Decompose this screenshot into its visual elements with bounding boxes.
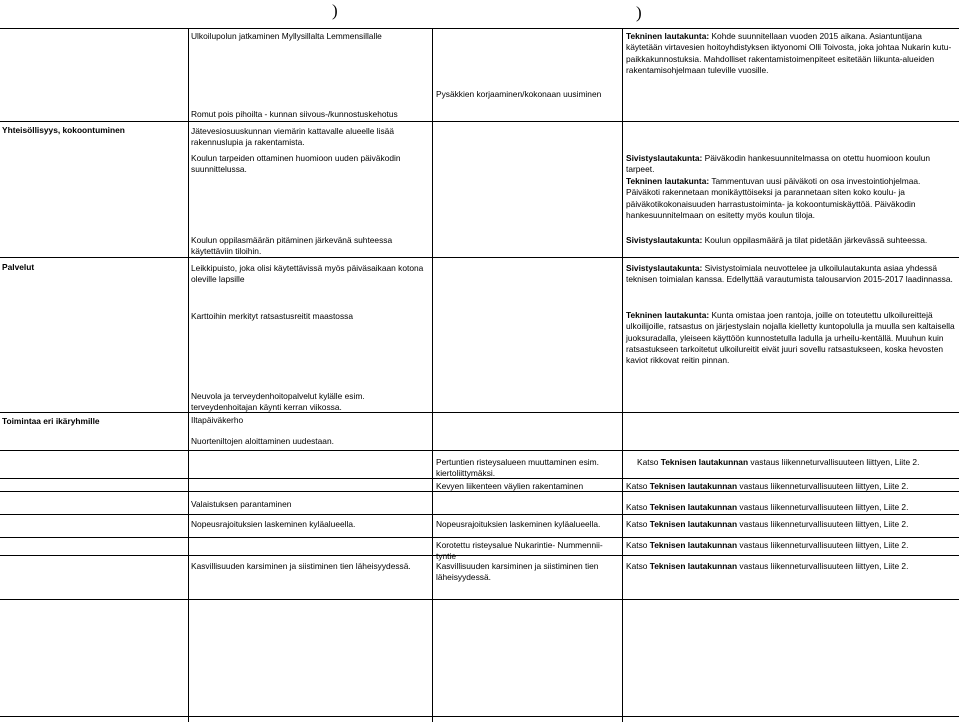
grid-line: [0, 450, 959, 451]
response-body: Päiväkodin hankesuunnitelmassa on otettu huomioon koulun tarpeet.: [626, 153, 931, 175]
grid-line: [0, 412, 959, 413]
proposal-text: Leikkipuisto, joka olisi käytettävissä myös päiväsaikaan kotona oleville lapsille: [191, 263, 424, 285]
committee-name: Tekninen lautakunta:: [626, 310, 710, 320]
measure-text: Kevyen liikenteen väylien rakentaminen: [436, 481, 584, 491]
response-reference: Katso Teknisen lautakunnan vastaus liikenneturvallisuuteen liittyen, Liite 2.: [626, 540, 909, 550]
committee-name: Tekninen lautakunta:: [626, 176, 710, 186]
measure-text: Kasvillisuuden karsiminen ja siistiminen tien läheisyydessä.: [436, 561, 599, 583]
proposal-text: Karttoihin merkityt ratsastusreitit maastossa: [191, 311, 353, 321]
response-body: Sivistystoimiala neuvottelee ja ulkoilulautakunta asiaa yhdessä teknisen toimialan kanssa. Edellyttää varautumista talousarvion 2015-2017 laadinnassa.: [626, 263, 953, 285]
response-text: [626, 310, 956, 366]
measure-text: Pysäkkien korjaaminen/kokonaan uusiminen: [436, 89, 602, 99]
proposal-text: Jätevesiosuuskunnan viemärin kattavalle alueelle lisää rakennuslupia ja rakentamista.: [191, 126, 394, 148]
response-reference: Katso Teknisen lautakunnan vastaus liikenneturvallisuuteen liittyen, Liite 2.: [626, 561, 909, 571]
grid-line: [188, 28, 189, 722]
response-body: Kunta omistaa joen rantoja, joille on toteutettu ulkoilureittejä ulkoilijoille, ratsastus on järjestyslain nojalla kielletty kuntopolulla ja muulla sen kaltaisella juoksuradalla, yleiseen käyttöön kunnostetulla ladulla ja urheilu-kentällä. Muuhun kuin ratsastukseen tarkoitetut ulkoilureitit eivät juuri sovellu ratsastukseen, koska hevosten kaviot rikkovat reitin pinnan.: [626, 310, 955, 366]
top-paren-right: ): [636, 3, 642, 22]
grid-line: [0, 716, 959, 717]
grid-line: [0, 514, 959, 515]
grid-line: [622, 28, 623, 722]
measure-text: Korotettu risteysalue Nukarintie- Nummennii-tyntie: [436, 540, 603, 562]
measure-text: Nopeusrajoituksien laskeminen kyläalueella.: [436, 519, 601, 529]
response-body: Koulun oppilasmäärä ja tilat pidetään järkevässä suhteessa.: [702, 235, 928, 245]
response-reference: Katso Teknisen lautakunnan vastaus liikenneturvallisuuteen liittyen, Liite 2.: [626, 502, 909, 512]
response-body: Kohde suunnitellaan vuoden 2015 aikana. Asiantuntijana käytetään virtavesien hoitoyhdistyksen iktyonomi Olli Toivosta, joka johtaa Nukarin kutu-paikkakunnostuksia. Mahdolliset rakentamistoimenpiteet esitetään liikunta-alueiden rakentamisohjelmaan tuleville vuosille.: [626, 31, 952, 75]
category-label-community: Yhteisöllisyys, kokoontuminen: [2, 125, 125, 135]
grid-line: [0, 599, 959, 600]
response-reference: Katso Teknisen lautakunnan vastaus liikenneturvallisuuteen liittyen, Liite 2.: [637, 457, 920, 467]
committee-name: Sivistyslautakunta:: [626, 235, 703, 245]
grid-line: [0, 28, 959, 29]
response-reference: Katso Teknisen lautakunnan vastaus liikenneturvallisuuteen liittyen, Liite 2.: [626, 481, 909, 491]
category-label-age-groups: Toimintaa eri ikäryhmille: [2, 416, 100, 426]
proposal-text: Valaistuksen parantaminen: [191, 499, 292, 509]
grid-line: [432, 28, 433, 722]
proposal-text: Iltapäiväkerho: [191, 415, 244, 425]
response-body: Tammentuvan uusi päiväkoti on osa investointiohjelmaa. Päiväkoti rakennetaan monikäyttöiseksi ja parannetaan siten koko koulu- ja päiväkotikokonaisuuden harrastustoiminta- ja kokoontumiskäyttöä. Päiväkodin hankesuunnitelmaan on esitetty myös koulun tiloja.: [626, 176, 921, 220]
response-reference: Katso Teknisen lautakunnan vastaus liikenneturvallisuuteen liittyen, Liite 2.: [626, 519, 909, 529]
proposal-text: Ulkoilupolun jatkaminen Myllysillalta Lemmensillalle: [191, 31, 382, 41]
response-text: [626, 263, 956, 286]
committee-name: Tekninen lautakunta:: [626, 31, 710, 41]
response-text: [626, 31, 956, 76]
proposal-text: Nuorteniltojen aloittaminen uudestaan.: [191, 436, 334, 446]
grid-line: [0, 257, 959, 258]
proposal-text: Romut pois pihoilta - kunnan siivous-/kunnostuskehotus: [191, 109, 398, 119]
response-text: [626, 235, 956, 246]
response-text: [626, 153, 956, 176]
committee-name: Sivistyslautakunta:: [626, 153, 703, 163]
response-text: [626, 176, 956, 221]
category-label-services: Palvelut: [2, 262, 35, 272]
grid-line: [0, 121, 959, 122]
proposal-text: Koulun oppilasmäärän pitäminen järkevänä suhteessa käytettäviin tiloihin.: [191, 235, 393, 257]
proposal-text: Kasvillisuuden karsiminen ja siistiminen tien läheisyydessä.: [191, 561, 411, 571]
proposal-text: Nopeusrajoituksien laskeminen kyläalueella.: [191, 519, 356, 529]
grid-line: [0, 537, 959, 538]
proposal-text: Koulun tarpeiden ottaminen huomioon uuden päiväkodin suunnittelussa.: [191, 153, 401, 175]
top-paren-left: ): [332, 1, 338, 20]
committee-name: Sivistyslautakunta:: [626, 263, 703, 273]
proposal-text: Neuvola ja terveydenhoitopalvelut kylälle esim. terveydenhoitajan käynti kerran viikossa.: [191, 391, 365, 413]
measure-text: Pertuntien risteysalueen muuttaminen esim. kiertoliittymäksi.: [436, 457, 599, 479]
